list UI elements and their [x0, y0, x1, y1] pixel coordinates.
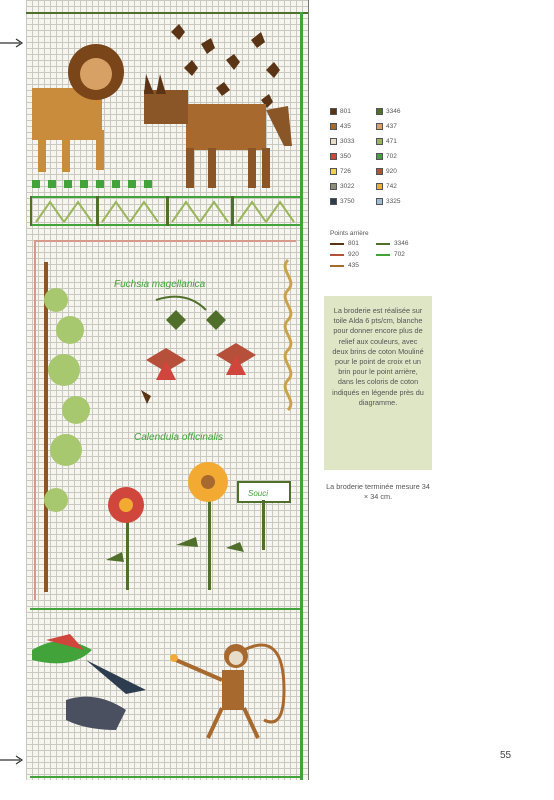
donkey-motif	[144, 74, 292, 188]
swatch-code: 702	[386, 153, 397, 160]
backstitch-line	[330, 243, 344, 245]
label-calendula: Calendula officinalis	[134, 432, 223, 443]
backstitch-code: 801	[348, 240, 359, 247]
color-swatch	[330, 198, 337, 205]
chart-illustration	[26, 0, 308, 780]
swatch-code: 471	[386, 138, 397, 145]
legend-swatch-row	[376, 183, 397, 190]
color-swatch	[376, 123, 383, 130]
backstitch-line	[330, 265, 344, 267]
legend-swatch-row	[376, 153, 397, 160]
backstitch-row	[330, 251, 359, 258]
label-fuchsia: Fuchsia magellanica	[114, 279, 206, 290]
swatch-code: 3325	[386, 198, 401, 205]
swatch-code: 3022	[340, 183, 355, 190]
swatch-code: 742	[386, 183, 397, 190]
color-legend	[330, 108, 425, 278]
color-swatch	[330, 153, 337, 160]
lion-motif	[32, 44, 124, 172]
backstitch-row	[376, 251, 405, 258]
fence-band	[30, 196, 300, 226]
backstitch-title: Points arrière	[330, 230, 369, 237]
checker-band	[32, 180, 152, 188]
arrow-right-icon	[0, 38, 24, 48]
calendula-motif	[106, 462, 244, 590]
legend-swatch-row	[330, 153, 351, 160]
swatch-code: 726	[340, 168, 351, 175]
legend-swatch-row	[330, 198, 354, 205]
backstitch-code: 920	[348, 251, 359, 258]
backstitch-line	[376, 243, 390, 245]
backstitch-row	[376, 240, 408, 247]
backstitch-code: 702	[394, 251, 405, 258]
legend-swatch-row	[376, 198, 400, 205]
backstitch-line	[330, 254, 344, 256]
swatch-code: 3346	[386, 108, 401, 115]
legend-swatch-row	[376, 168, 397, 175]
bottom-band-bottom	[30, 776, 300, 778]
color-swatch	[376, 183, 383, 190]
swatch-code: 801	[340, 108, 351, 115]
dotted-border-top	[34, 240, 296, 242]
arrow-right-icon	[0, 755, 24, 765]
backstitch-code: 3346	[394, 240, 409, 247]
dotted-border-left	[34, 240, 36, 600]
top-border-line	[26, 12, 308, 14]
swatch-code: 350	[340, 153, 351, 160]
color-swatch	[376, 138, 383, 145]
swatch-code: 3750	[340, 198, 355, 205]
backstitch-row	[330, 262, 359, 269]
finished-size-text: La broderie terminée mesure 34 × 34 cm.	[326, 482, 430, 501]
legend-swatch-row	[376, 138, 397, 145]
swatch-code: 3033	[340, 138, 355, 145]
tree-motif	[44, 262, 90, 592]
backstitch-code: 435	[348, 262, 359, 269]
instruction-note-text: La broderie est réalisée sur toile Alda 6 pts/cm, blanche pour donner encore plus de relief aux couleurs, avec deux brins de coton Mouliné pour le point de croix et un brin pour le point arrière, dans les coloris de coton indiqués en légende près du diagramme.	[332, 306, 424, 407]
color-swatch	[330, 183, 337, 190]
color-swatch	[376, 198, 383, 205]
right-border-line	[300, 12, 303, 780]
bottom-band-top	[30, 608, 300, 610]
monkey-motif	[170, 644, 284, 738]
legend-swatch-row	[330, 108, 351, 115]
braid-motif	[285, 260, 291, 410]
color-swatch	[330, 138, 337, 145]
backstitch-row	[330, 240, 359, 247]
legend-swatch-row	[376, 123, 397, 130]
color-swatch	[376, 108, 383, 115]
color-swatch	[330, 108, 337, 115]
backstitch-line	[376, 254, 390, 256]
color-swatch	[376, 168, 383, 175]
parrot-motif	[32, 634, 146, 730]
sign-label: Souci	[248, 489, 269, 498]
color-swatch	[376, 153, 383, 160]
legend-swatch-row	[330, 138, 354, 145]
legend-swatch-row	[376, 108, 400, 115]
legend-swatch-row	[330, 183, 354, 190]
legend-swatch-row	[330, 123, 351, 130]
instruction-note	[324, 296, 432, 470]
swatch-code: 920	[386, 168, 397, 175]
swatch-code: 437	[386, 123, 397, 130]
legend-swatch-row	[330, 168, 351, 175]
color-swatch	[330, 168, 337, 175]
fuchsia-motif	[141, 297, 256, 404]
cross-stitch-chart	[26, 0, 309, 780]
color-swatch	[330, 123, 337, 130]
page-number: 55	[500, 750, 512, 761]
swatch-code: 435	[340, 123, 351, 130]
